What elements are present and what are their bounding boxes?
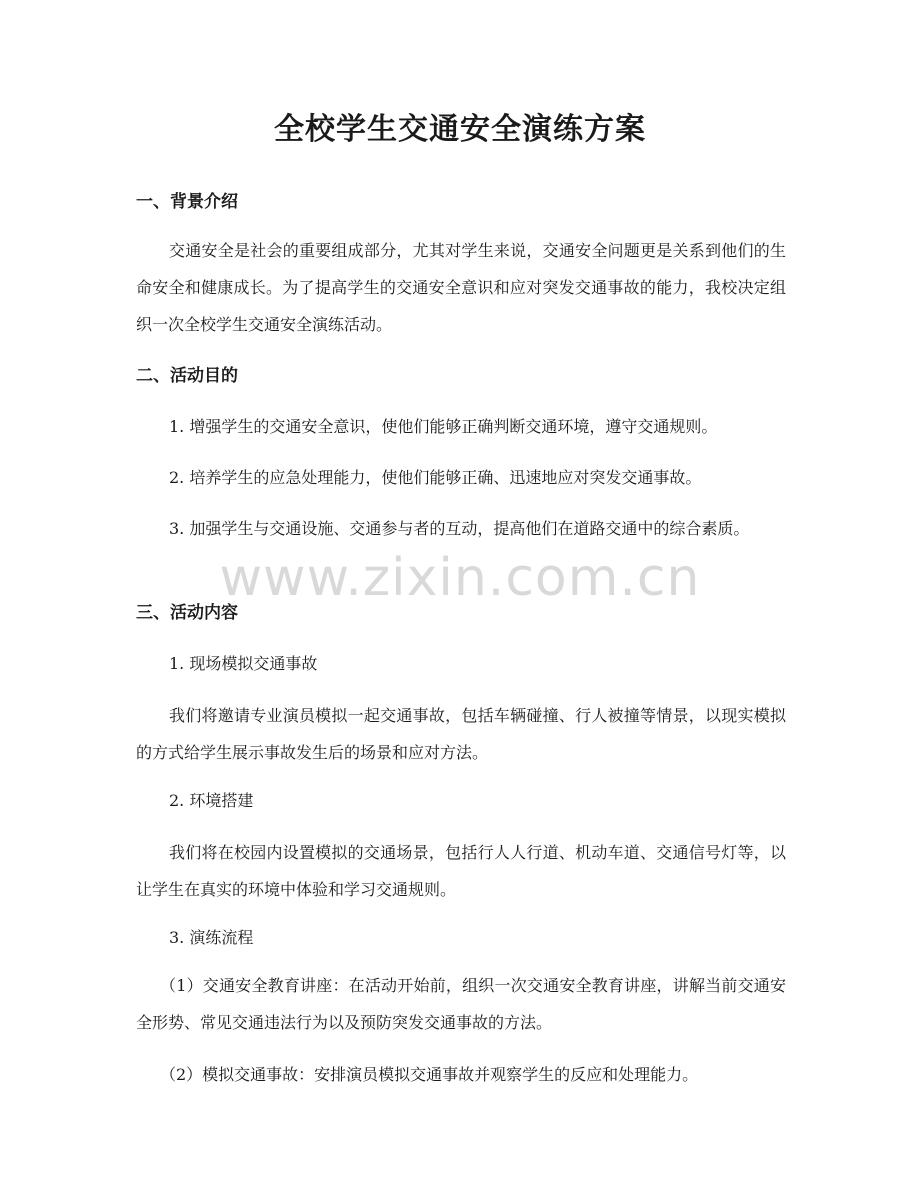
content-step-2: （2）模拟交通事故：安排演员模拟交通事故并观察学生的反应和处理能力。 [160,1065,699,1084]
purpose-item-2: 2. 培养学生的应急处理能力，使他们能够正确、迅速地应对突发交通事故。 [169,468,702,487]
background-paragraph: 交通安全是社会的重要组成部分，尤其对学生来说，交通安全问题更是关系到他们的生命安全和健康成长。为了提高学生的交通安全意识和应对突发交通事故的能力，我校决定组织一次全校学生交通安全演练活动。 [136,241,786,334]
purpose-item-3: 3. 加强学生与交通设施、交通参与者的互动，提高他们在道路交通中的综合素质。 [169,519,750,538]
content-sub1-title: 1. 现场模拟交通事故 [169,654,318,673]
content-sub1-text: 我们将邀请专业演员模拟一起交通事故，包括车辆碰撞、行人被撞等情景，以现实模拟的方式给学生展示事故发生后的场景和应对方法。 [136,706,786,762]
watermark: www.zixin.com.cn [219,548,701,608]
content-sub2-text: 我们将在校园内设置模拟的交通场景，包括行人人行道、机动车道、交通信号灯等，以让学生在真实的环境中体验和学习交通规则。 [136,843,786,899]
purpose-item-1: 1. 增强学生的交通安全意识，使他们能够正确判断交通环境，遵守交通规则。 [169,417,718,436]
section-heading-purpose: 二、活动目的 [136,366,238,386]
document-title: 全校学生交通安全演练方案 [274,112,646,147]
content-step-1: （1）交通安全教育讲座：在活动开始前，组织一次交通安全教育讲座，讲解当前交通安全形势、常见交通违法行为以及预防突发交通事故的方法。 [136,976,786,1032]
section-heading-background: 一、背景介绍 [136,192,238,212]
section-heading-content: 三、活动内容 [136,603,238,623]
content-sub2-title: 2. 环境搭建 [169,791,254,810]
content-sub3-title: 3. 演练流程 [169,928,254,947]
